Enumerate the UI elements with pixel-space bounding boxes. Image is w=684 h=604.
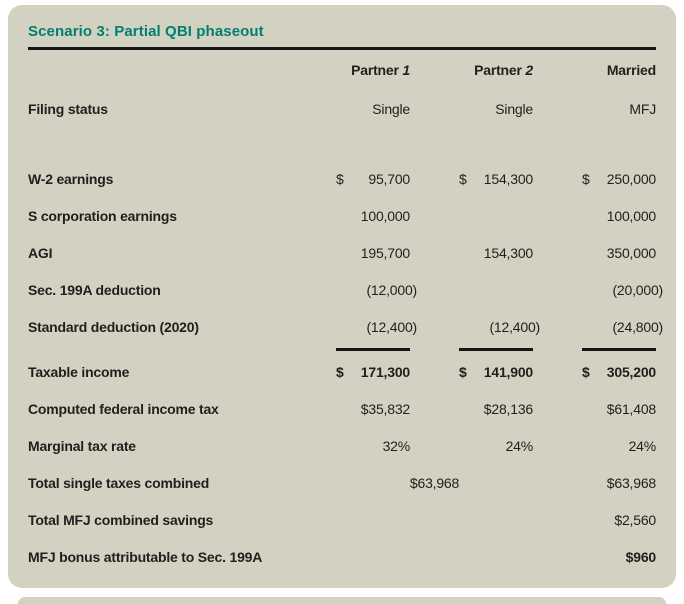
cell-partner1: Single xyxy=(372,100,410,117)
subtotal-rule-partner1 xyxy=(336,348,410,351)
cell-partner1: 100,000 xyxy=(360,207,410,224)
dollar-sign: $ xyxy=(459,170,467,187)
row-agi xyxy=(28,234,656,271)
row-mfj-bonus xyxy=(28,538,656,575)
cell-partner2 xyxy=(459,364,533,380)
cell-partner2: (12,400) xyxy=(489,318,540,335)
row-total-mfj-savings xyxy=(28,501,656,538)
cell-partner1: 32% xyxy=(382,437,410,454)
row-label: W-2 earnings xyxy=(28,170,114,187)
cell-married xyxy=(582,171,656,187)
row-w2-earnings xyxy=(28,160,656,197)
header-partner1-label: Partner xyxy=(351,62,403,78)
cell-married: 100,000 xyxy=(606,207,656,224)
cell-partner1: (12,400) xyxy=(366,318,417,335)
row-label: Taxable income xyxy=(28,363,130,380)
cell-partner2 xyxy=(459,171,533,187)
cell-partner2: Single xyxy=(495,100,533,117)
row-label: Total MFJ combined savings xyxy=(28,511,214,528)
row-label: MFJ bonus attributable to Sec. 199A xyxy=(28,548,263,565)
row-label: AGI xyxy=(28,244,53,261)
dollar-sign: $ xyxy=(582,170,590,187)
subtotal-rule-married xyxy=(582,348,656,351)
amount: 154,300 xyxy=(483,170,533,187)
blank-row xyxy=(28,127,656,160)
cell-partner1: (12,000) xyxy=(366,281,417,298)
cell-married: 24% xyxy=(628,437,656,454)
table-header-row xyxy=(28,50,656,90)
panel-title: Scenario 3: Partial QBI phaseout xyxy=(28,23,264,40)
header-partner1-number: 1 xyxy=(402,62,410,78)
cell-married: $61,408 xyxy=(606,400,656,417)
row-label: Total single taxes combined xyxy=(28,474,210,491)
row-standard-deduction xyxy=(28,308,663,345)
header-married: Married xyxy=(606,62,656,78)
cell-partner1: $35,832 xyxy=(360,400,410,417)
header-partner2-number: 2 xyxy=(525,62,533,78)
cell-partner1 xyxy=(336,364,410,380)
cell-partner2: 154,300 xyxy=(483,244,533,261)
amount: 250,000 xyxy=(606,170,656,187)
row-s-corp-earnings xyxy=(28,197,656,234)
scenario-panel xyxy=(8,5,676,588)
cell-partner2: 24% xyxy=(505,437,533,454)
dollar-sign: $ xyxy=(582,363,590,380)
header-partner2 xyxy=(459,62,533,78)
row-label: S corporation earnings xyxy=(28,207,177,224)
cell-combined: $63,968 xyxy=(409,474,460,491)
row-sec-199a-deduction xyxy=(28,271,663,308)
amount: 141,900 xyxy=(483,363,533,380)
cell-married: $63,968 xyxy=(606,474,656,491)
amount: 95,700 xyxy=(368,170,410,187)
row-federal-income-tax xyxy=(28,390,656,427)
subtotal-rule-partner2 xyxy=(459,348,533,351)
header-partner1 xyxy=(336,62,410,78)
cell-married: $960 xyxy=(625,548,656,565)
row-total-single-taxes xyxy=(28,464,656,501)
scenario-table xyxy=(28,50,663,575)
dollar-sign: $ xyxy=(336,363,344,380)
row-label: Standard deduction (2020) xyxy=(28,318,199,335)
row-marginal-tax-rate xyxy=(28,427,656,464)
dollar-sign: $ xyxy=(336,170,344,187)
row-taxable-income xyxy=(28,353,656,390)
dollar-sign: $ xyxy=(459,363,467,380)
cell-married: (24,800) xyxy=(612,318,663,335)
row-label: Filing status xyxy=(28,100,108,117)
cell-married: (20,000) xyxy=(612,281,663,298)
cell-married xyxy=(582,364,656,380)
row-label: Computed federal income tax xyxy=(28,400,219,417)
cell-partner1: 195,700 xyxy=(360,244,410,261)
row-label: Marginal tax rate xyxy=(28,437,136,454)
header-partner2-label: Partner xyxy=(474,62,526,78)
cell-partner2: $28,136 xyxy=(483,400,533,417)
cell-partner1 xyxy=(336,171,410,187)
next-panel-top-edge xyxy=(18,597,666,604)
amount: 171,300 xyxy=(360,363,410,380)
cell-married: 350,000 xyxy=(606,244,656,261)
amount: 305,200 xyxy=(606,363,656,380)
subtotal-rule-row xyxy=(28,345,656,353)
cell-married: MFJ xyxy=(629,100,656,117)
row-filing-status xyxy=(28,90,656,127)
row-label: Sec. 199A deduction xyxy=(28,281,161,298)
cell-married: $2,560 xyxy=(614,511,656,528)
